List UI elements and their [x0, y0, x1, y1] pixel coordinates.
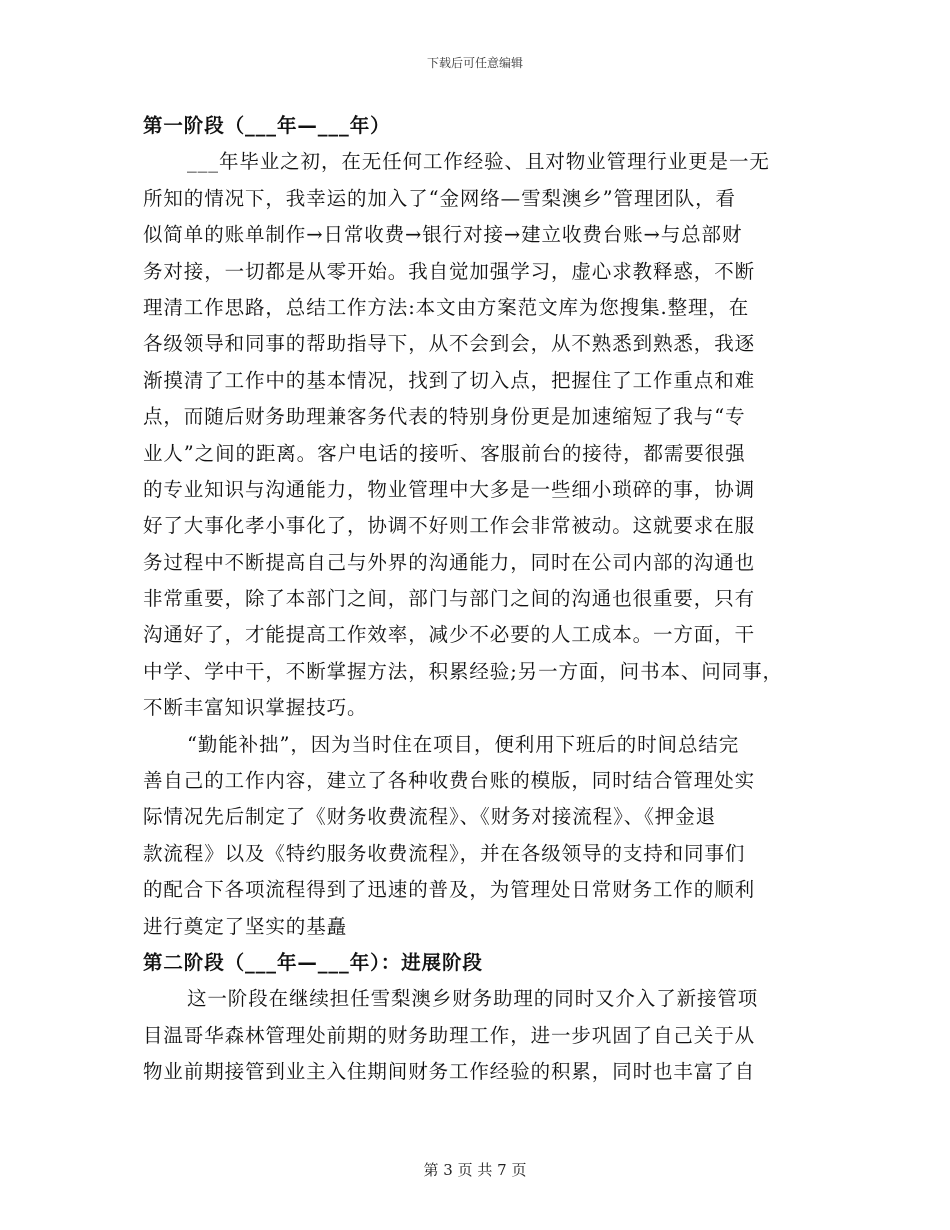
paragraph-line: 不断丰富知识掌握技巧。	[143, 696, 368, 720]
page-header-note: 下载后可任意编辑	[426, 56, 523, 70]
paragraph-line: 目温哥华森林管理处前期的财务助理工作，进一步巩固了自己关于从	[143, 1023, 756, 1047]
paragraph-line: 非常重要，除了本部门之间，部门与部门之间的沟通也很重要，只有	[143, 587, 756, 611]
page-number-footer: 第 3 页 共 7 页	[423, 1161, 527, 1179]
paragraph-line: 渐摸清了工作中的基本情况，找到了切入点，把握住了工作重点和难	[143, 368, 756, 392]
paragraph-line: 沟通好了，才能提高工作效率，减少不必要的人工成本。一方面，干	[143, 623, 756, 647]
paragraph-line: ___年毕业之初，在无任何工作经验、且对物业管理行业更是一无	[187, 150, 770, 174]
heading-stage-two: 第二阶段（___年—___年）：进展阶段	[143, 950, 483, 974]
paragraph-line: 理清工作思路，总结工作方法:本文由方案范文库为您搜集.整理，在	[143, 295, 750, 319]
paragraph-line: 进行奠定了坚实的基矗	[143, 914, 348, 938]
paragraph-line: 款流程》以及《特约服务收费流程》，并在各级领导的支持和同事们	[143, 841, 746, 865]
paragraph-line: 点，而随后财务助理兼客务代表的特别身份更是加速缩短了我与“专	[143, 405, 746, 429]
paragraph-line: 际情况先后制定了《财务收费流程》、《财务对接流程》、《押金退	[143, 805, 717, 829]
paragraph-line: 务过程中不断提高自己与外界的沟通能力，同时在公司内部的沟通也	[143, 550, 756, 574]
paragraph-line: 似简单的账单制作→日常收费→银行对接→建立收费台账→与总部财	[143, 223, 743, 247]
paragraph-line: 业人”之间的距离。客户电话的接听、客服前台的接待，都需要很强	[143, 441, 746, 465]
paragraph-line: “勤能补拙”，因为当时住在项目，便利用下班后的时间总结完	[187, 732, 740, 756]
paragraph-line: 的专业知识与沟通能力，物业管理中大多是一些细小琐碎的事，协调	[143, 477, 756, 501]
paragraph-line: 善自己的工作内容，建立了各种收费台账的模版，同时结合管理处实	[143, 769, 756, 793]
paragraph-line: 中学、学中干，不断掌握方法，积累经验;另一方面，问书本、问同事，	[143, 659, 783, 683]
document-body	[143, 108, 813, 1091]
heading-stage-one: 第一阶段（___年—___年）	[143, 114, 391, 137]
paragraph-line: 好了大事化孝小事化了，协调不好则工作会非常被动。这就要求在服	[143, 514, 756, 538]
paragraph-line: 的配合下各项流程得到了迅速的普及，为管理处日常财务工作的顺利	[143, 878, 756, 902]
paragraph-line: 物业前期接管到业主入住期间财务工作经验的积累，同时也丰富了自	[143, 1060, 756, 1084]
paragraph-line: 务对接，一切都是从零开始。我自觉加强学习，虚心求教释惑，不断	[143, 259, 756, 283]
paragraph-line: 这一阶段在继续担任雪梨澳乡财务助理的同时又介入了新接管项	[187, 987, 759, 1011]
paragraph-line: 各级领导和同事的帮助指导下，从不会到会，从不熟悉到熟悉，我逐	[143, 332, 756, 356]
paragraph-line: 所知的情况下，我幸运的加入了“金网络—雪梨澳乡”管理团队，看	[143, 186, 736, 210]
